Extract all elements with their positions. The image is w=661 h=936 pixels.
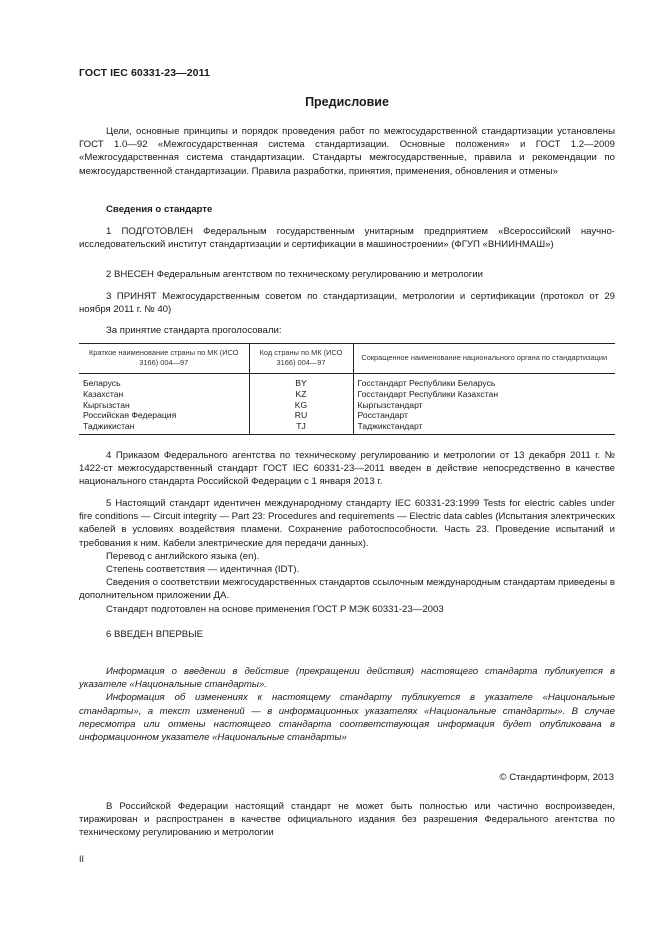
header-national-body: Сокращенное наименование национального органа по стандартизации xyxy=(353,344,615,374)
page-number: II xyxy=(79,854,85,864)
item-6-paragraph: 6 ВВЕДЕН ВПЕРВЫЕ xyxy=(106,629,204,640)
intro-paragraph: Цели, основные принципы и порядок проведения работ по межгосударственной стандартизации установлены ГОСТ 1.0—92 «Межгосударственная система стандартизации. Основные положения» и ГОСТ 1.2—2009 «Межгосударственная система стандартизации. Стандарты межгосударственные, правила и рекомендации по межгосударственной стандартизации. Правила разработки, принятия, применения, обновления и отмены» xyxy=(79,126,615,177)
item-5-block xyxy=(79,497,615,616)
document-header-code: ГОСТ IEC 60331-23—2011 xyxy=(79,67,210,79)
header-country-name: Краткое наименование страны по МК (ИСО 3166) 004—97 xyxy=(79,344,249,374)
country-name-cell: Беларусь xyxy=(83,378,121,388)
country-code-cell: RU xyxy=(249,410,353,421)
table-row xyxy=(79,400,615,411)
vote-caption: За принятие стандарта проголосовали: xyxy=(106,325,282,336)
item-5-paragraph: 5 Настоящий стандарт идентичен международному стандарту IEC 60331-23:1999 Tests for electric cables under fire conditions — Circuit integrity — Part 23: Procedures and requirements — Electric data cables (Испытания электрических кабелей в условиях воздействия пламени. Сохранение работоспособности. Часть 23. Проведение испытаний и требования к ним. Кабели электрические для передачи данных). xyxy=(79,498,615,549)
table-row xyxy=(79,374,615,389)
item-5-basis: Стандарт подготовлен на основе применения ГОСТ Р МЭК 60331-23—2003 xyxy=(106,603,444,615)
national-body-cell: Госстандарт Республики Беларусь xyxy=(353,374,615,389)
national-body-cell: Госстандарт Республики Казахстан xyxy=(353,389,615,400)
item-1-paragraph: 1 ПОДГОТОВЛЕН Федеральным государственным унитарным предприятием «Всероссийский научно-исследовательский институт стандартизации и сертификации в машиностроении» (ФГУП «ВНИИНМАШ») xyxy=(79,226,615,251)
item-5-info: Сведения о соответствии межгосударственных стандартов ссылочным международным стандартам приведены в дополнительном приложении ДА. xyxy=(79,577,615,602)
voting-table-header-row xyxy=(79,344,615,374)
national-body-cell: Кыргызстандарт xyxy=(353,400,615,411)
item-3-paragraph: 3 ПРИНЯТ Межгосударственным советом по стандартизации, метрологии и сертификации (протокол от 29 ноября 2011 г. № 40) xyxy=(79,291,615,316)
country-name-cell: Таджикистан xyxy=(79,421,249,434)
legal-paragraph: В Российской Федерации настоящий стандарт не может быть полностью или частично воспроизведен, тиражирован и распространен в качестве официального издания без разрешения Федерального агентства по техническому регулированию и метрологии xyxy=(79,801,615,839)
table-row xyxy=(79,410,615,421)
country-code-cell: BY xyxy=(249,374,353,389)
national-body-cell: Таджикстандарт xyxy=(353,421,615,434)
notice-paragraph-1: Информация о введении в действие (прекращении действия) настоящего стандарта публикуется в указателе «Национальные стандарты». xyxy=(79,666,615,691)
page-title: Предисловие xyxy=(305,95,389,109)
header-country-code: Код страны по МК (ИСО 3166) 004—97 xyxy=(249,344,353,374)
national-body-cell: Росстандарт xyxy=(353,410,615,421)
item-5-degree: Степень соответствия — идентичная (IDT). xyxy=(106,564,300,576)
item-2-paragraph: 2 ВНЕСЕН Федеральным агентством по техническому регулированию и метрологии xyxy=(106,269,484,280)
country-code-cell: TJ xyxy=(249,421,353,434)
notice-paragraph-2: Информация об изменениях к настоящему стандарту публикуется в указателе «Национальные стандарты», а текст изменений — в информационных указателях «Национальные стандарты». В случае пересмотра или отмены настоящего стандарта соответствующая информация будет опубликована в информационном указателе «Национальные стандарты» xyxy=(79,692,615,744)
country-name-cell: Казахстан xyxy=(83,388,124,399)
item-5-translation: Перевод с английского языка (en). xyxy=(106,550,260,562)
country-name-cell: Кыргызстан xyxy=(83,399,130,410)
info-heading: Сведения о стандарте xyxy=(106,204,213,215)
item-4-paragraph: 4 Приказом Федерального агентства по техническому регулированию и метрологии от 13 декабря 2011 г. № 1422-ст межгосударственный стандарт ГОСТ IEC 60331-23—2011 введен в действие непосредственно в качестве национального стандарта Российской Федерации с 1 января 2013 г. xyxy=(79,450,615,488)
copyright-line: © Стандартинформ, 2013 xyxy=(499,772,614,783)
table-row xyxy=(79,421,615,434)
country-name-cell: Российская Федерация xyxy=(83,410,177,421)
notice-block xyxy=(79,665,615,744)
table-row xyxy=(79,389,615,400)
country-code-cell: KZ xyxy=(249,389,353,400)
voting-table xyxy=(79,343,615,435)
country-code-cell: KG xyxy=(249,400,353,411)
